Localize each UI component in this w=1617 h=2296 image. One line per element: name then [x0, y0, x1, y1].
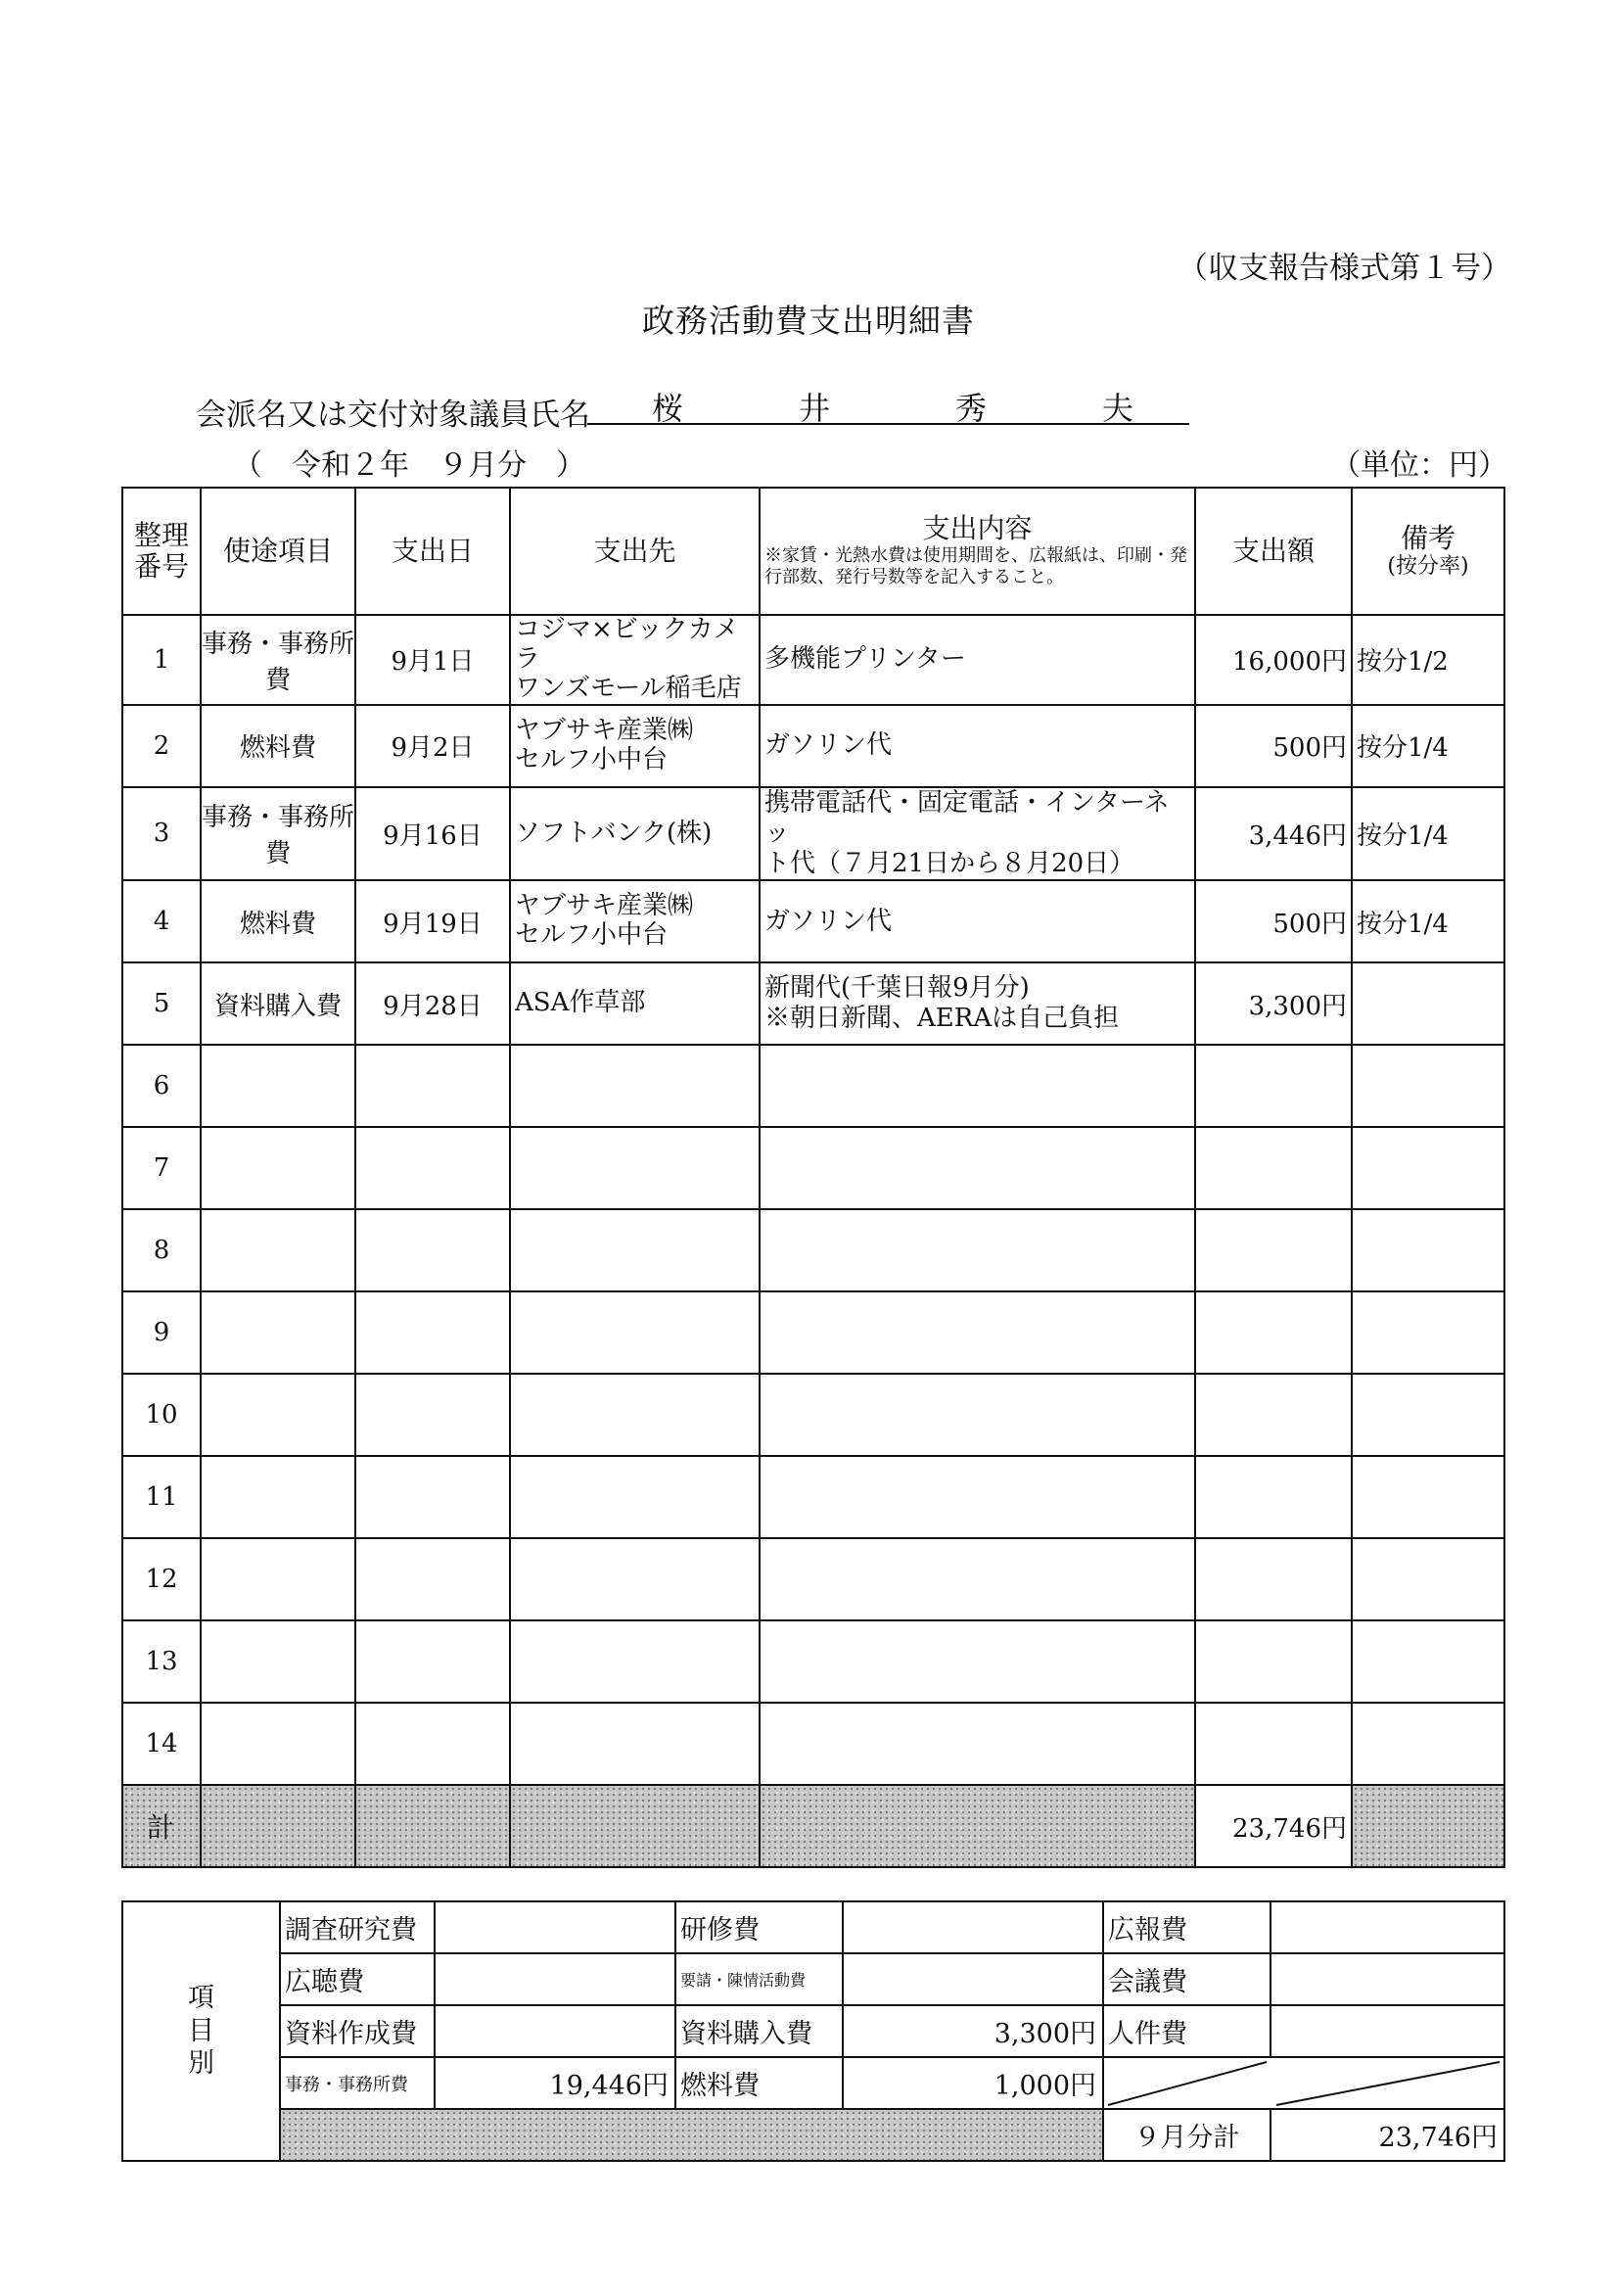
- row-payee: [510, 1620, 760, 1703]
- total-amount: 23,746円: [1195, 1785, 1352, 1867]
- header-date: 支出日: [355, 488, 510, 615]
- row-use: 事務・事務所費: [201, 615, 355, 705]
- member-name-char: 夫: [1102, 390, 1134, 427]
- total-shaded-cell: [355, 1785, 510, 1867]
- row-note: [1352, 1620, 1504, 1703]
- table-row: [122, 1538, 1504, 1620]
- row-amount: [1195, 1620, 1352, 1703]
- category-value: 1,000円: [843, 2057, 1103, 2109]
- row-note: 按分1/4: [1352, 787, 1504, 881]
- category-label: 研修費: [675, 1901, 843, 1953]
- table-row: [122, 1456, 1504, 1538]
- table-row: [122, 1620, 1504, 1703]
- row-content: [760, 1538, 1195, 1620]
- total-label: 計: [122, 1785, 201, 1867]
- row-content: [760, 1127, 1195, 1209]
- row-amount: 3,300円: [1195, 962, 1352, 1045]
- table-header-row: [122, 488, 1504, 615]
- row-content: [760, 1456, 1195, 1538]
- row-amount: 500円: [1195, 880, 1352, 962]
- row-note: [1352, 1045, 1504, 1127]
- content-line: ガソリン代: [764, 730, 893, 761]
- row-use: [201, 1045, 355, 1127]
- content-line: ※朝日新聞、AERAは自己負担: [764, 1004, 1120, 1034]
- summary-row: [122, 2057, 1504, 2109]
- content-line: ガソリン代: [764, 906, 893, 936]
- row-content: [760, 880, 1195, 962]
- summary-total-row: [122, 2109, 1504, 2161]
- row-payee: [510, 1045, 760, 1127]
- row-content: [760, 962, 1195, 1045]
- row-amount: [1195, 1291, 1352, 1374]
- category-label: 燃料費: [675, 2057, 843, 2109]
- category-value: 3,300円: [843, 2005, 1103, 2057]
- member-label: 会派名又は交付対象議員氏名: [196, 398, 590, 433]
- row-use: [201, 1620, 355, 1703]
- category-value: [843, 1953, 1103, 2005]
- row-use: 資料購入費: [201, 962, 355, 1045]
- header-content: [760, 488, 1195, 615]
- row-note: [1352, 1703, 1504, 1785]
- header-content-note: ※家賃・光熱水費は使用期間を、広報紙は、印刷・発行部数、発行号数等を記入すること。: [764, 544, 1187, 588]
- row-number: 13: [122, 1620, 201, 1703]
- row-date: [355, 1209, 510, 1291]
- payee-line: ソフトバンク(株): [515, 818, 713, 848]
- category-label: 会議費: [1103, 1953, 1270, 2005]
- table-row: [122, 1127, 1504, 1209]
- row-number: 12: [122, 1538, 201, 1620]
- month-total-label: ９月分計: [1103, 2109, 1270, 2161]
- row-date: 9月2日: [355, 705, 510, 787]
- table-row: [122, 1209, 1504, 1291]
- payee-line: ヤブサキ産業㈱: [515, 715, 694, 745]
- page-title: 政務活動費支出明細書: [642, 302, 975, 340]
- row-date: [355, 1127, 510, 1209]
- member-name-char: 秀: [955, 390, 988, 427]
- total-shaded-cell: [1352, 1785, 1504, 1867]
- summary-row: [122, 2005, 1504, 2057]
- payee-line: コジマ×ビックカメラ: [515, 615, 739, 674]
- row-note: 按分1/4: [1352, 880, 1504, 962]
- row-content: [760, 615, 1195, 705]
- header-number-line1: 整理: [133, 518, 189, 551]
- table-row: [122, 705, 1504, 787]
- row-payee: [510, 1456, 760, 1538]
- category-value: [435, 2005, 675, 2057]
- table-row: [122, 962, 1504, 1045]
- row-use: 燃料費: [201, 705, 355, 787]
- category-label: 資料購入費: [675, 2005, 843, 2057]
- row-number: 2: [122, 705, 201, 787]
- diagonal-line: [1104, 2058, 1505, 2108]
- row-amount: 16,000円: [1195, 615, 1352, 705]
- summary-shaded-cell: [280, 2109, 1103, 2161]
- category-label: 広報費: [1103, 1901, 1270, 1953]
- row-payee: [510, 1209, 760, 1291]
- row-amount: [1195, 1127, 1352, 1209]
- reporting-period: （ 令和２年 ９月分 ）: [233, 448, 585, 483]
- member-name-char: 桜: [652, 390, 684, 427]
- row-date: [355, 1703, 510, 1785]
- row-use: 事務・事務所費: [201, 787, 355, 881]
- row-note: [1352, 1374, 1504, 1456]
- form-number: （収支報告様式第１号）: [1178, 251, 1511, 286]
- payee-line: ヤブサキ産業㈱: [515, 891, 694, 921]
- row-number: 3: [122, 787, 201, 881]
- side-label-char: 項: [188, 1982, 214, 2013]
- table-row: [122, 1291, 1504, 1374]
- row-note: [1352, 1456, 1504, 1538]
- row-number: 9: [122, 1291, 201, 1374]
- header-number: [122, 488, 201, 615]
- header-note-title: 備考: [1400, 522, 1455, 555]
- total-shaded-cell: [510, 1785, 760, 1867]
- row-content: [760, 1209, 1195, 1291]
- row-number: 10: [122, 1374, 201, 1456]
- summary-row: [122, 1953, 1504, 2005]
- row-content: [760, 787, 1195, 881]
- row-amount: [1195, 1456, 1352, 1538]
- row-content: [760, 1374, 1195, 1456]
- row-note: 按分1/2: [1352, 615, 1504, 705]
- row-use: 燃料費: [201, 880, 355, 962]
- category-label: 人件費: [1103, 2005, 1270, 2057]
- total-shaded-cell: [760, 1785, 1195, 1867]
- row-note: [1352, 1127, 1504, 1209]
- total-row: [122, 1785, 1504, 1867]
- row-payee: [510, 1374, 760, 1456]
- category-value: 19,446円: [435, 2057, 675, 2109]
- row-content: [760, 705, 1195, 787]
- row-number: 1: [122, 615, 201, 705]
- row-payee: [510, 1127, 760, 1209]
- row-payee: [510, 880, 760, 962]
- header-payee: 支出先: [510, 488, 760, 615]
- table-row: [122, 615, 1504, 705]
- row-number: 7: [122, 1127, 201, 1209]
- row-number: 4: [122, 880, 201, 962]
- row-payee: [510, 1703, 760, 1785]
- row-note: 按分1/4: [1352, 705, 1504, 787]
- row-amount: [1195, 1538, 1352, 1620]
- total-shaded-cell: [201, 1785, 355, 1867]
- row-use: [201, 1538, 355, 1620]
- row-content: [760, 1620, 1195, 1703]
- category-label: 事務・事務所費: [280, 2057, 435, 2109]
- row-note: [1352, 962, 1504, 1045]
- row-note: [1352, 1291, 1504, 1374]
- row-date: 9月16日: [355, 787, 510, 881]
- row-number: 6: [122, 1045, 201, 1127]
- category-label: 調査研究費: [280, 1901, 435, 1953]
- content-line: 新聞代(千葉日報9月分): [764, 973, 1030, 1004]
- category-label: 要請・陳情活動費: [675, 1953, 843, 2005]
- row-use: [201, 1127, 355, 1209]
- content-line: 多機能プリンター: [764, 644, 966, 675]
- row-content: [760, 1703, 1195, 1785]
- table-row: [122, 1374, 1504, 1456]
- payee-line: ワンズモール稲毛店: [515, 673, 742, 703]
- row-amount: 3,446円: [1195, 787, 1352, 881]
- content-line: 携帯電話代・固定電話・インターネッ: [764, 787, 1170, 848]
- header-amount: 支出額: [1195, 488, 1352, 615]
- row-use: [201, 1209, 355, 1291]
- row-note: [1352, 1209, 1504, 1291]
- payee-line: セルフ小中台: [515, 920, 669, 951]
- header-use: 使途項目: [201, 488, 355, 615]
- row-date: [355, 1456, 510, 1538]
- unit-label: （単位：円）: [1331, 448, 1507, 483]
- expense-table: [121, 487, 1505, 1868]
- table-row: [122, 787, 1504, 881]
- row-payee: [510, 1291, 760, 1374]
- month-total-value: 23,746円: [1270, 2109, 1504, 2161]
- row-date: 9月28日: [355, 962, 510, 1045]
- row-use: [201, 1291, 355, 1374]
- row-payee: [510, 787, 760, 881]
- category-value: [843, 1901, 1103, 1953]
- category-label: 広聴費: [280, 1953, 435, 2005]
- row-payee: [510, 962, 760, 1045]
- side-label-char: 別: [188, 2048, 214, 2080]
- row-date: 9月1日: [355, 615, 510, 705]
- row-payee: [510, 615, 760, 705]
- category-value: [1270, 2005, 1504, 2057]
- summary-side-label: [122, 1901, 280, 2161]
- header-note: [1352, 488, 1504, 615]
- row-amount: [1195, 1045, 1352, 1127]
- row-date: 9月19日: [355, 880, 510, 962]
- row-use: [201, 1456, 355, 1538]
- table-row: [122, 1045, 1504, 1127]
- row-note: [1352, 1538, 1504, 1620]
- row-amount: [1195, 1703, 1352, 1785]
- row-number: 11: [122, 1456, 201, 1538]
- summary-row: [122, 1901, 1504, 1953]
- row-amount: 500円: [1195, 705, 1352, 787]
- row-amount: [1195, 1209, 1352, 1291]
- row-content: [760, 1291, 1195, 1374]
- table-row: [122, 1703, 1504, 1785]
- category-value: [435, 1901, 675, 1953]
- row-content: [760, 1045, 1195, 1127]
- payee-line: ASA作草部: [515, 988, 646, 1018]
- row-date: [355, 1374, 510, 1456]
- member-name: [587, 384, 1189, 425]
- header-content-title: 支出内容: [922, 512, 1033, 545]
- row-date: [355, 1620, 510, 1703]
- row-date: [355, 1045, 510, 1127]
- side-label-char: 目: [188, 2015, 214, 2046]
- category-label: 資料作成費: [280, 2005, 435, 2057]
- header-note-sub: (按分率): [1387, 554, 1469, 580]
- row-number: 14: [122, 1703, 201, 1785]
- category-summary-table: [121, 1900, 1505, 2162]
- row-number: 8: [122, 1209, 201, 1291]
- category-value: [1270, 1901, 1504, 1953]
- category-value: [1270, 1953, 1504, 2005]
- row-use: [201, 1703, 355, 1785]
- row-use: [201, 1374, 355, 1456]
- row-amount: [1195, 1374, 1352, 1456]
- table-row: [122, 880, 1504, 962]
- row-payee: [510, 1538, 760, 1620]
- content-line: ト代（７月21日から８月20日）: [764, 849, 1135, 879]
- crossed-out-cell: [1103, 2057, 1504, 2109]
- payee-line: セルフ小中台: [515, 744, 669, 774]
- row-date: [355, 1291, 510, 1374]
- row-number: 5: [122, 962, 201, 1045]
- category-value: [435, 1953, 675, 2005]
- member-name-char: 井: [799, 390, 831, 427]
- row-date: [355, 1538, 510, 1620]
- row-payee: [510, 705, 760, 787]
- header-number-line2: 番号: [133, 550, 189, 583]
